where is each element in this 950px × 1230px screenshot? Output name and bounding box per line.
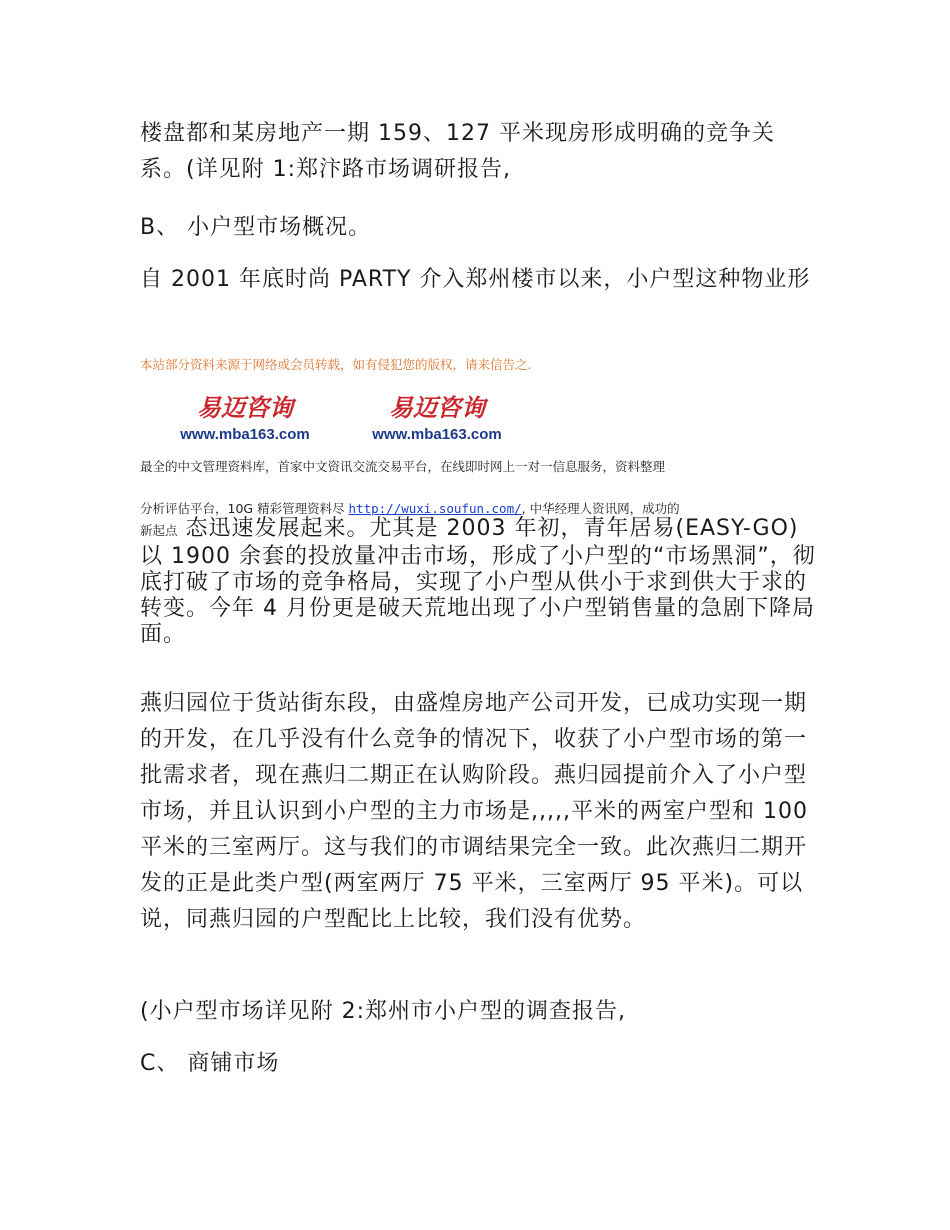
watermark-line-1: 最全的中文管理资料库，首家中文资讯交流交易平台，在线即时网上一对一信息服务，资料整理 — [140, 459, 666, 474]
watermark-line-2-suffix: , 中华经理人资讯网，成功的 — [521, 501, 680, 516]
logo-title-icon — [160, 390, 330, 424]
paragraph-party-intro: 自 2001 年底时尚 PARTY 介入郑州楼市以来，小户型这种物业形 — [140, 267, 811, 292]
logo-left — [160, 390, 330, 448]
heading-c-shop-market: C、 商铺市场 — [140, 1051, 280, 1076]
logo-right — [352, 390, 522, 448]
soufun-link[interactable]: http://wuxi.soufun.com/ — [348, 501, 522, 516]
logo-title-icon — [352, 390, 522, 424]
logo-title-text: 易迈咨询 — [389, 393, 485, 422]
paragraph-small-unit-growth-text: 态迅速发展起来。尤其是 2003 年初，青年居易(EASY-GO)以 1900 余套的投放量冲击市场，形成了小户型的“市场黑洞”，彻底打破了市场的竞争格局，实现了小户型从供小于求到供大于求的转变。今年 4 月份更是破天荒地出现了小户型销售量的急剧下降局面。 — [140, 516, 816, 647]
watermark-line-2-prefix: 分析评估平台，10G 精彩管理资料尽 — [140, 501, 349, 516]
copyright-notice: 本站部分资料来源于网络或会员转载，如有侵犯您的版权，请来信告之. — [140, 357, 532, 372]
logo-title-text: 易迈咨询 — [197, 393, 293, 422]
paragraph-appendix-2: (小户型市场详见附 2:郑州市小户型的调查报告, — [140, 999, 626, 1024]
logo-url: www.mba163.com — [180, 426, 310, 443]
paragraph-competition: 楼盘都和某房地产一期 159、127 平米现房形成明确的竞争关系。(详见附 1:郑汴路市场调研报告, — [140, 121, 775, 182]
paragraph-small-unit-growth — [140, 516, 820, 648]
paragraph-yanguiyuan: 燕归园位于货站街东段，由盛煌房地产公司开发，已成功实现一期的开发，在几乎没有什么竞争的情况下，收获了小户型市场的第一批需求者，现在燕归二期正在认购阶段。燕归园提前介入了小户型市场，并且认识到小户型的主力市场是,,,,,平米的两室户型和 100 平米的三室两厅。这与我们的市调结果完全一致。此次燕归二期开发的正是此类户型(两室两厅 75 平米，三室两厅 95 平米)。可以说，同燕归园的户型配比上比较，我们没有优势。 — [140, 691, 808, 932]
watermark-line-3: 新起点 — [140, 523, 178, 538]
heading-b-small-unit-market: B、 小户型市场概况。 — [140, 215, 372, 240]
logo-url: www.mba163.com — [372, 426, 502, 443]
